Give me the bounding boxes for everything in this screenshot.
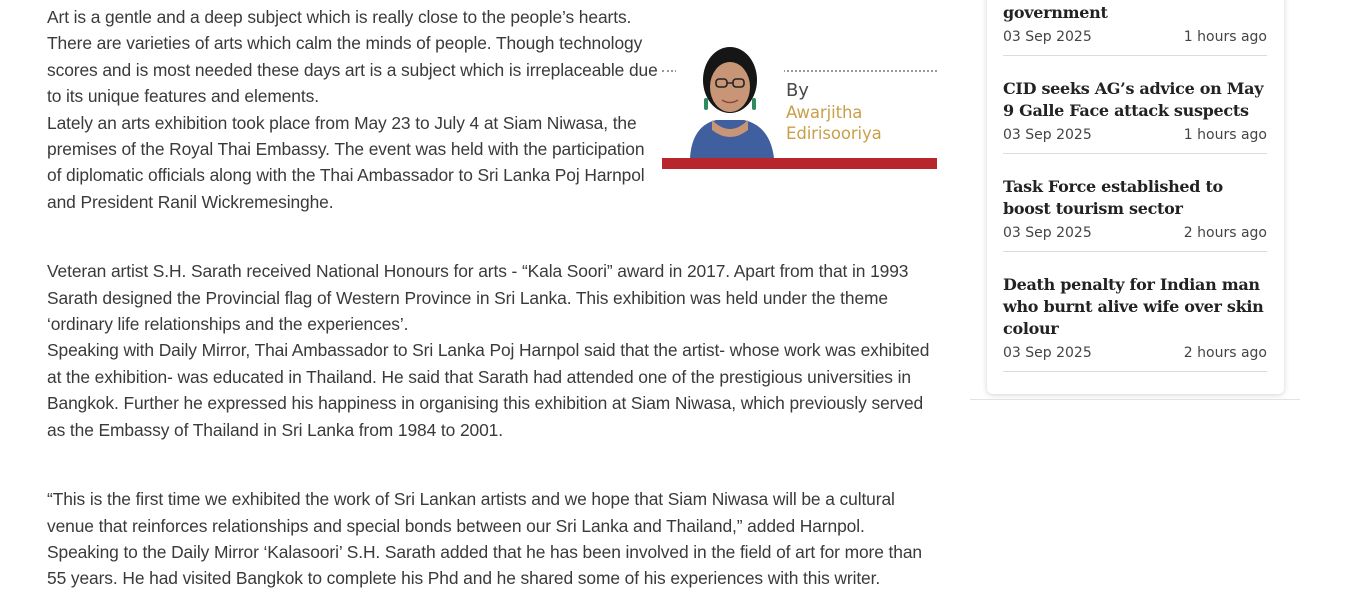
- news-item-date: 03 Sep 2025: [1003, 225, 1092, 241]
- author-first-name: Awarjitha: [786, 103, 863, 122]
- article-paragraph: Speaking with Daily Mirror, Thai Ambassador to Sri Lanka Poj Harnpol said that the artist- whose work was exhibited at the exhibition- was educated in Thailand. He said that Sarath had attended one of the prestigious universities in Bangkok. Further he expressed his happiness in organising this exhibition at Siam Niwasa, which previously served as the Embassy of Thailand in Sri Lanka from 1984 to 2001.: [47, 340, 930, 440]
- news-item-title[interactable]: government: [1003, 3, 1108, 22]
- news-item-title[interactable]: Task Force established to boost tourism sector: [1003, 177, 1223, 218]
- latest-news-card: [987, 0, 1284, 394]
- article-paragraph: Lately an arts exhibition took place from May 23 to July 4 at Siam Niwasa, the premises of the Royal Thai Embassy. The event was held with the participation of diplomatic officials along with the Thai Ambassador to Sri Lanka Poj Harnpol and President Ranil Wickremesinghe.: [47, 112, 645, 212]
- news-item-meta: [1003, 345, 1267, 371]
- news-item[interactable]: [1003, 2, 1267, 56]
- sidebar-divider: [970, 399, 1300, 400]
- paragraph-spacer: [47, 215, 937, 258]
- article-paragraph: Art is a gentle and a deep subject which is really close to the people’s hearts. There are varieties of arts which calm the minds of people. Though technology scores and is most needed these days art is a subject which is irreplaceable due to its unique features and elements.: [47, 7, 658, 107]
- byline-by-label: By: [786, 80, 809, 101]
- news-item-time-ago: 1 hours ago: [1183, 127, 1267, 143]
- news-item[interactable]: [1003, 176, 1267, 252]
- news-item-meta: [1003, 225, 1267, 251]
- news-item-date: 03 Sep 2025: [1003, 29, 1092, 45]
- author-last-name: Edirisooriya: [786, 124, 882, 143]
- paragraph-spacer: [47, 443, 937, 486]
- news-item-date: 03 Sep 2025: [1003, 127, 1092, 143]
- article-paragraph: Speaking to the Daily Mirror ‘Kalasoori’ S.H. Sarath added that he has been involved in the field of art for more than 55 years. He had visited Bangkok to complete his Phd and he shared some of his experiences with this writer.: [47, 541, 922, 589]
- news-item-date: 03 Sep 2025: [1003, 345, 1092, 361]
- news-item-time-ago: 2 hours ago: [1183, 345, 1267, 361]
- news-item-meta: [1003, 127, 1267, 153]
- author-byline: [662, 34, 937, 169]
- byline-accent-bar: [662, 158, 937, 169]
- news-item[interactable]: [1003, 78, 1267, 154]
- news-item-time-ago: 2 hours ago: [1183, 225, 1267, 241]
- article-paragraph: “This is the first time we exhibited the work of Sri Lankan artists and we hope that Siam Niwasa will be a cultural venue that reinforces relationships and special bonds between our Sri Lanka and Thailand,” added Harnpol.: [47, 489, 895, 536]
- article-body: [47, 4, 937, 592]
- news-item-title[interactable]: Death penalty for Indian man who burnt alive wife over skin colour: [1003, 275, 1264, 338]
- news-item[interactable]: [1003, 274, 1267, 372]
- news-item-title[interactable]: CID seeks AG’s advice on May 9 Galle Face attack suspects: [1003, 79, 1264, 120]
- author-portrait: [676, 34, 784, 158]
- news-item-time-ago: 1 hours ago: [1183, 29, 1267, 45]
- news-item-meta: [1003, 29, 1267, 55]
- article-paragraph: Veteran artist S.H. Sarath received National Honours for arts - “Kala Soori” award in 2017. Apart from that in 1993 Sarath designed the Provincial flag of Western Province in Sri Lanka. This exhibition was held under the theme ‘ordinary life relationships and the experiences’.: [47, 261, 909, 335]
